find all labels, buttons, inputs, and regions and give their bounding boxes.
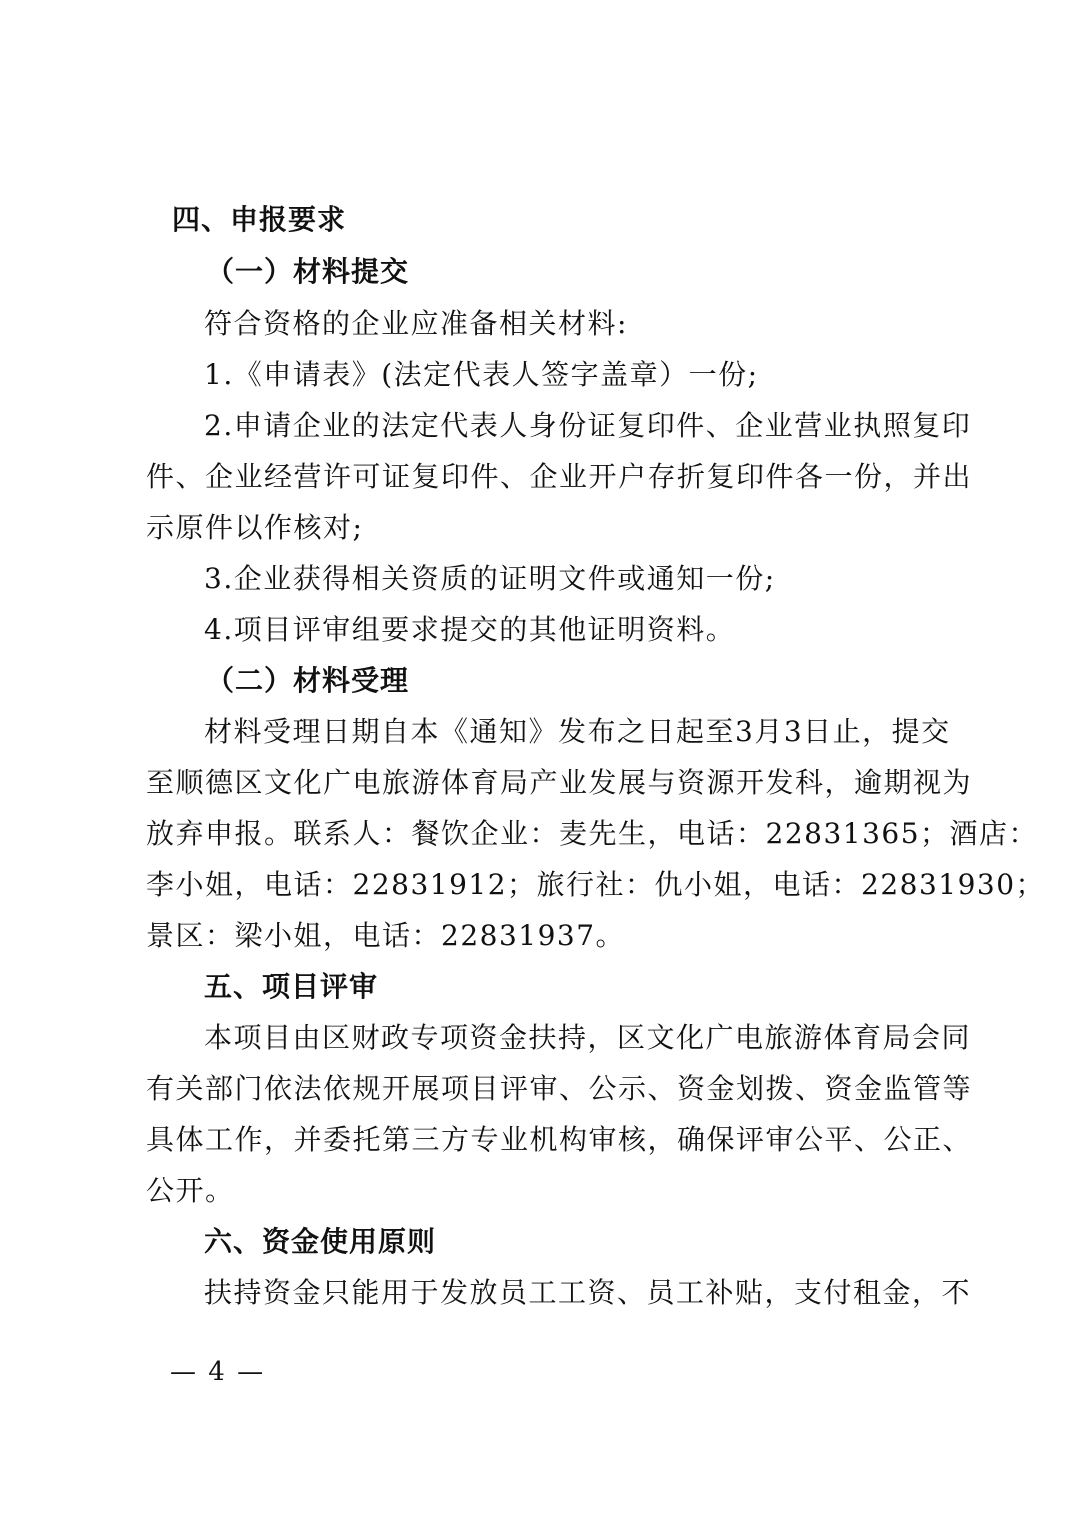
paragraph-line: 放弃申报。联系人：餐饮企业：麦先生，电话：22831365；酒店：: [146, 817, 1039, 850]
subsection-heading-2: （二）材料受理: [206, 664, 410, 697]
paragraph-line: 李小姐，电话：22831912；旅行社：仇小姐，电话：22831930；: [146, 868, 1046, 901]
paragraph-line: 公开。: [146, 1174, 235, 1207]
paragraph-line: 材料受理日期自本《通知》发布之日起至3月3日止，提交: [204, 715, 951, 748]
list-item-1: 1.《申请表》(法定代表人签字盖章）一份;: [204, 358, 759, 391]
paragraph-line: 至顺德区文化广电旅游体育局产业发展与资源开发科，逾期视为: [146, 766, 973, 799]
section-heading-5: 五、项目评审: [204, 970, 379, 1003]
paragraph-line: 具体工作，并委托第三方专业机构审核，确保评审公平、公正、: [146, 1123, 973, 1156]
paragraph-line: 有关部门依法依规开展项目评审、公示、资金划拨、资金监管等: [146, 1072, 973, 1105]
list-item-2-line-2: 件、企业经营许可证复印件、企业开户存折复印件各一份，并出: [146, 460, 973, 493]
list-item-2-line-3: 示原件以作核对;: [146, 511, 364, 544]
page-number: — 4 —: [170, 1357, 266, 1387]
list-item-3: 3.企业获得相关资质的证明文件或通知一份;: [204, 562, 776, 595]
paragraph-line: 本项目由区财政专项资金扶持，区文化广电旅游体育局会同: [204, 1021, 972, 1054]
paragraph-line: 扶持资金只能用于发放员工工资、员工补贴，支付租金，不: [204, 1276, 972, 1309]
subsection-heading-1: （一）材料提交: [206, 255, 410, 288]
paragraph-line: 符合资格的企业应准备相关材料:: [204, 307, 628, 340]
paragraph-line: 景区：梁小姐，电话：22831937。: [146, 919, 626, 952]
list-item-2-line-1: 2.申请企业的法定代表人身份证复印件、企业营业执照复印: [204, 409, 972, 442]
section-heading-4: 四、申报要求: [172, 203, 347, 236]
list-item-4: 4.项目评审组要求提交的其他证明资料。: [204, 613, 736, 646]
section-heading-6: 六、资金使用原则: [204, 1225, 437, 1258]
